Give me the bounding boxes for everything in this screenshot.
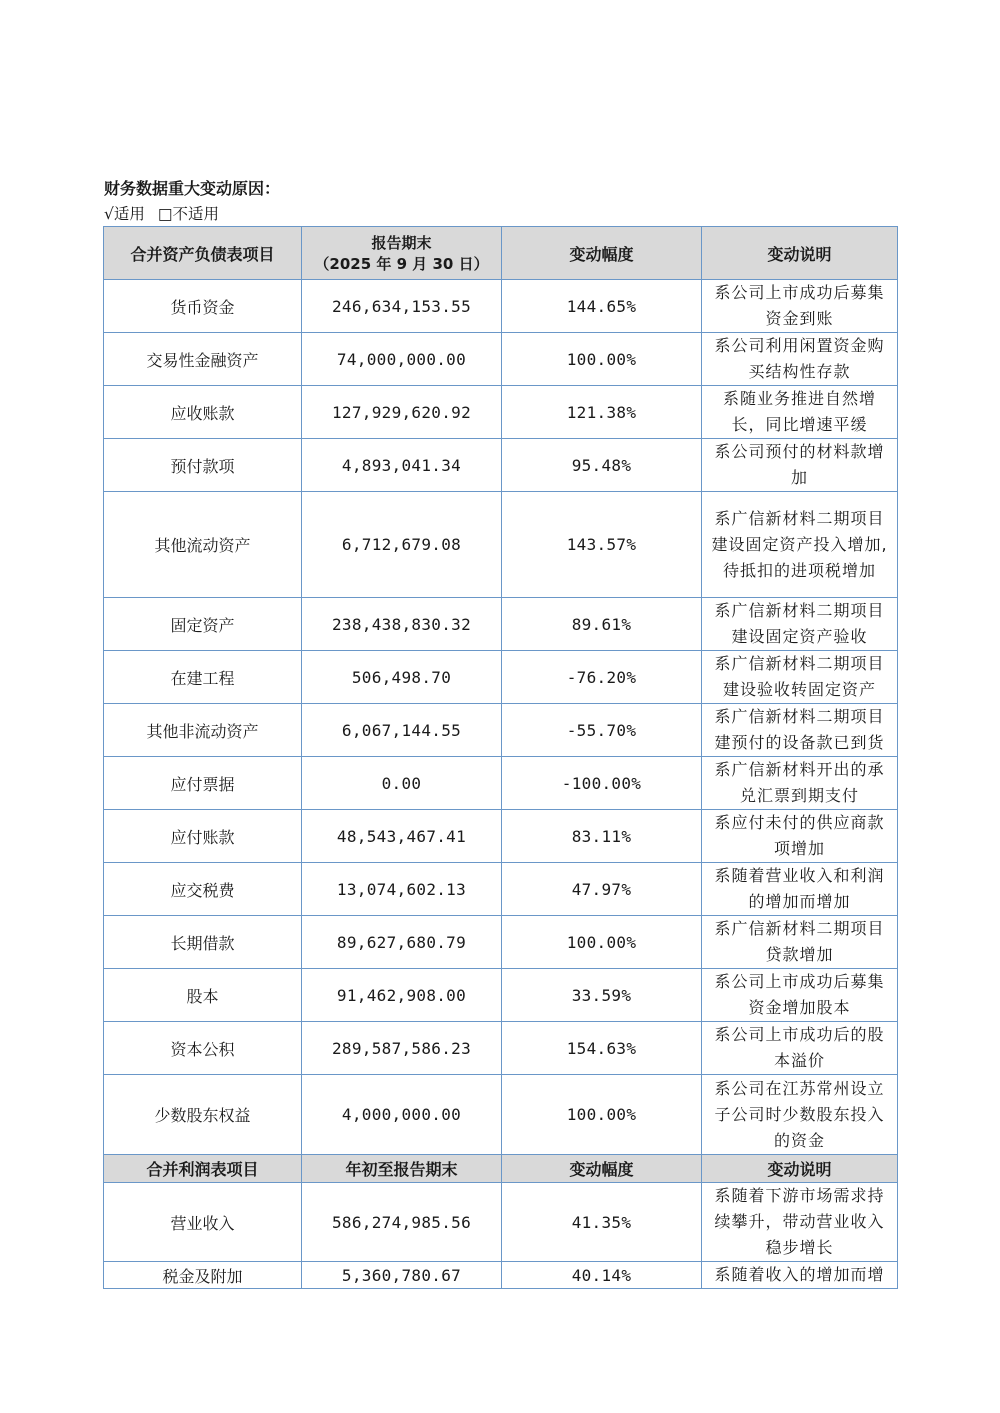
table-row bbox=[104, 598, 898, 651]
note-header: 变动说明 bbox=[702, 227, 898, 280]
note-cell: 系公司利用闲置资金购买结构性存款 bbox=[702, 333, 898, 386]
value-cell: 48,543,467.41 bbox=[302, 810, 502, 863]
note-cell: 系广信新材料二期项目贷款增加 bbox=[702, 916, 898, 969]
change-cell: 89.61% bbox=[502, 598, 702, 651]
change-cell: 100.00% bbox=[502, 916, 702, 969]
table-row bbox=[104, 280, 898, 333]
table-row bbox=[104, 651, 898, 704]
item-cell: 应交税费 bbox=[104, 863, 302, 916]
income-change-header: 变动幅度 bbox=[502, 1155, 702, 1183]
change-cell: 100.00% bbox=[502, 1075, 702, 1155]
table-row bbox=[104, 863, 898, 916]
value-cell: 4,893,041.34 bbox=[302, 439, 502, 492]
change-cell: 154.63% bbox=[502, 1022, 702, 1075]
note-cell: 系广信新材料二期项目建设验收转固定资产 bbox=[702, 651, 898, 704]
note-cell: 系广信新材料二期项目建设固定资产投入增加,待抵扣的进项税增加 bbox=[702, 492, 898, 598]
change-cell: 121.38% bbox=[502, 386, 702, 439]
applicable-option: √适用 bbox=[104, 205, 145, 223]
value-cell: 6,712,679.08 bbox=[302, 492, 502, 598]
note-cell: 系公司在江苏常州设立子公司时少数股东投入的资金 bbox=[702, 1075, 898, 1155]
note-cell: 系公司上市成功后的股本溢价 bbox=[702, 1022, 898, 1075]
change-cell: 143.57% bbox=[502, 492, 702, 598]
item-cell: 应收账款 bbox=[104, 386, 302, 439]
table-row bbox=[104, 810, 898, 863]
balance-item-header: 合并资产负债表项目 bbox=[104, 227, 302, 280]
note-cell: 系随着营业收入和利润的增加而增加 bbox=[702, 863, 898, 916]
change-cell: 40.14% bbox=[502, 1262, 702, 1289]
note-cell: 系随着收入的增加而增 bbox=[702, 1262, 898, 1289]
note-cell: 系公司上市成功后募集资金增加股本 bbox=[702, 969, 898, 1022]
change-cell: -76.20% bbox=[502, 651, 702, 704]
item-cell: 在建工程 bbox=[104, 651, 302, 704]
item-cell: 应付账款 bbox=[104, 810, 302, 863]
table-row bbox=[104, 757, 898, 810]
value-cell: 91,462,908.00 bbox=[302, 969, 502, 1022]
table-row bbox=[104, 1022, 898, 1075]
item-cell: 货币资金 bbox=[104, 280, 302, 333]
table-row bbox=[104, 969, 898, 1022]
note-cell: 系随着下游市场需求持续攀升，带动营业收入稳步增长 bbox=[702, 1183, 898, 1262]
item-cell: 交易性金融资产 bbox=[104, 333, 302, 386]
item-cell: 股本 bbox=[104, 969, 302, 1022]
table-row bbox=[104, 333, 898, 386]
change-cell: 33.59% bbox=[502, 969, 702, 1022]
item-cell: 少数股东权益 bbox=[104, 1075, 302, 1155]
period-end-header bbox=[302, 227, 502, 280]
change-cell: 83.11% bbox=[502, 810, 702, 863]
income-header-row bbox=[104, 1155, 898, 1183]
period-end-label: 报告期末 bbox=[371, 234, 432, 252]
not-applicable-option: □不适用 bbox=[157, 205, 219, 223]
value-cell: 506,498.70 bbox=[302, 651, 502, 704]
table-row bbox=[104, 704, 898, 757]
change-cell: -55.70% bbox=[502, 704, 702, 757]
income-note-header: 变动说明 bbox=[702, 1155, 898, 1183]
value-cell: 289,587,586.23 bbox=[302, 1022, 502, 1075]
table-row bbox=[104, 492, 898, 598]
income-rows bbox=[104, 1183, 898, 1289]
table-row bbox=[104, 439, 898, 492]
note-cell: 系广信新材料二期项目建预付的设备款已到货 bbox=[702, 704, 898, 757]
change-cell: 41.35% bbox=[502, 1183, 702, 1262]
table-row bbox=[104, 1262, 898, 1289]
value-cell: 4,000,000.00 bbox=[302, 1075, 502, 1155]
change-header: 变动幅度 bbox=[502, 227, 702, 280]
table-row bbox=[104, 1183, 898, 1262]
value-cell: 246,634,153.55 bbox=[302, 280, 502, 333]
change-cell: -100.00% bbox=[502, 757, 702, 810]
ytd-header: 年初至报告期末 bbox=[302, 1155, 502, 1183]
value-cell: 0.00 bbox=[302, 757, 502, 810]
value-cell: 13,074,602.13 bbox=[302, 863, 502, 916]
change-cell: 95.48% bbox=[502, 439, 702, 492]
value-cell: 5,360,780.67 bbox=[302, 1262, 502, 1289]
section-heading: 财务数据重大变动原因： bbox=[104, 179, 281, 198]
note-cell: 系广信新材料二期项目建设固定资产验收 bbox=[702, 598, 898, 651]
value-cell: 586,274,985.56 bbox=[302, 1183, 502, 1262]
note-cell: 系应付未付的供应商款项增加 bbox=[702, 810, 898, 863]
value-cell: 6,067,144.55 bbox=[302, 704, 502, 757]
balance-rows bbox=[104, 280, 898, 1155]
period-end-date: （2025 年 9 月 30 日） bbox=[314, 255, 489, 273]
note-cell: 系随业务推进自然增长，同比增速平缓 bbox=[702, 386, 898, 439]
item-cell: 长期借款 bbox=[104, 916, 302, 969]
change-cell: 100.00% bbox=[502, 333, 702, 386]
financial-change-table bbox=[103, 226, 898, 1289]
note-cell: 系公司上市成功后募集资金到账 bbox=[702, 280, 898, 333]
item-cell: 预付款项 bbox=[104, 439, 302, 492]
item-cell: 营业收入 bbox=[104, 1183, 302, 1262]
income-item-header: 合并利润表项目 bbox=[104, 1155, 302, 1183]
applicability-options bbox=[104, 202, 227, 224]
item-cell: 固定资产 bbox=[104, 598, 302, 651]
change-cell: 47.97% bbox=[502, 863, 702, 916]
value-cell: 89,627,680.79 bbox=[302, 916, 502, 969]
change-cell: 144.65% bbox=[502, 280, 702, 333]
item-cell: 税金及附加 bbox=[104, 1262, 302, 1289]
table-row bbox=[104, 916, 898, 969]
income-section bbox=[104, 1155, 898, 1183]
note-cell: 系广信新材料开出的承兑汇票到期支付 bbox=[702, 757, 898, 810]
value-cell: 127,929,620.92 bbox=[302, 386, 502, 439]
note-cell: 系公司预付的材料款增加 bbox=[702, 439, 898, 492]
table-row bbox=[104, 386, 898, 439]
value-cell: 74,000,000.00 bbox=[302, 333, 502, 386]
table-row bbox=[104, 1075, 898, 1155]
item-cell: 资本公积 bbox=[104, 1022, 302, 1075]
item-cell: 其他流动资产 bbox=[104, 492, 302, 598]
item-cell: 其他非流动资产 bbox=[104, 704, 302, 757]
balance-header-row bbox=[104, 227, 898, 280]
value-cell: 238,438,830.32 bbox=[302, 598, 502, 651]
item-cell: 应付票据 bbox=[104, 757, 302, 810]
